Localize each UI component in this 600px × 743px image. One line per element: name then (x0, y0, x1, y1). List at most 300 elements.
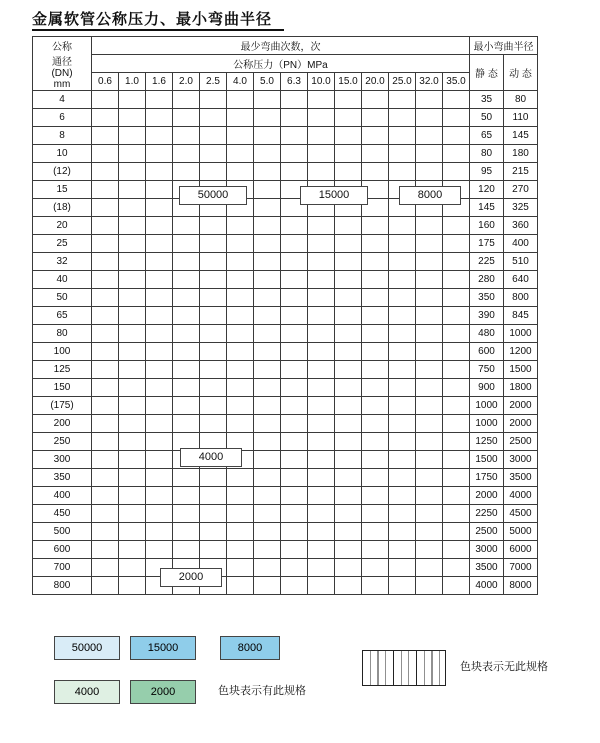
grid-cell (119, 343, 146, 361)
grid-cell (92, 145, 119, 163)
grid-cell (146, 505, 173, 523)
grid-cell (92, 343, 119, 361)
grid-cell (416, 325, 443, 343)
row-dynamic-radius: 510 (504, 253, 538, 271)
grid-cell (146, 199, 173, 217)
row-dn: (175) (33, 397, 92, 415)
row-dynamic-radius: 800 (504, 289, 538, 307)
grid-cell (119, 163, 146, 181)
grid-cell (416, 451, 443, 469)
grid-cell (146, 253, 173, 271)
header-row-2 (33, 55, 538, 73)
grid-cell (119, 469, 146, 487)
grid-cell (362, 91, 389, 109)
grid-cell (227, 145, 254, 163)
grid-cell (254, 397, 281, 415)
grid-cell (119, 541, 146, 559)
grid-cell (281, 307, 308, 325)
table-row (33, 199, 538, 217)
grid-cell (254, 109, 281, 127)
grid-cell (227, 505, 254, 523)
grid-cell (281, 91, 308, 109)
row-static-radius: 50 (470, 109, 504, 127)
grid-cell (92, 235, 119, 253)
table-body (33, 91, 538, 595)
grid-cell (92, 469, 119, 487)
grid-cell (416, 469, 443, 487)
grid-cell (254, 451, 281, 469)
grid-cell (173, 469, 200, 487)
grid-cell (254, 469, 281, 487)
grid-cell (200, 145, 227, 163)
grid-cell (335, 91, 362, 109)
grid-cell (389, 271, 416, 289)
grid-cell (146, 181, 173, 199)
grid-cell (119, 361, 146, 379)
grid-cell (308, 469, 335, 487)
grid-cell (173, 253, 200, 271)
grid-cell (416, 109, 443, 127)
header-pressure-col: 2.0 (173, 73, 200, 91)
grid-cell (362, 271, 389, 289)
table-row (33, 505, 538, 523)
grid-cell (443, 145, 470, 163)
grid-cell (443, 325, 470, 343)
grid-cell (92, 127, 119, 145)
grid-cell (92, 361, 119, 379)
grid-cell (173, 541, 200, 559)
grid-cell (119, 235, 146, 253)
grid-cell (146, 361, 173, 379)
header-pressure-col: 20.0 (362, 73, 389, 91)
grid-cell (443, 163, 470, 181)
grid-cell (254, 289, 281, 307)
grid-cell (389, 235, 416, 253)
grid-cell (227, 577, 254, 595)
page-title: 金属软管公称压力、最小弯曲半径 (32, 12, 273, 28)
grid-cell (200, 379, 227, 397)
grid-cell (416, 271, 443, 289)
grid-cell (362, 505, 389, 523)
grid-cell (119, 217, 146, 235)
grid-cell (443, 541, 470, 559)
grid-cell (389, 469, 416, 487)
grid-cell (92, 577, 119, 595)
grid-cell (146, 523, 173, 541)
table-header (33, 37, 538, 91)
grid-cell (254, 235, 281, 253)
row-dn: 400 (33, 487, 92, 505)
grid-cell (200, 127, 227, 145)
grid-cell (389, 397, 416, 415)
header-dynamic: 动 态 (504, 55, 538, 91)
grid-cell (362, 289, 389, 307)
grid-cell (254, 91, 281, 109)
grid-cell (146, 289, 173, 307)
grid-cell (173, 415, 200, 433)
row-dynamic-radius: 2000 (504, 415, 538, 433)
grid-cell (308, 577, 335, 595)
grid-cell (362, 235, 389, 253)
grid-cell (200, 253, 227, 271)
grid-cell (362, 163, 389, 181)
header-dn (33, 37, 92, 91)
table-row (33, 523, 538, 541)
table-row (33, 559, 538, 577)
table-row (33, 325, 538, 343)
grid-cell (119, 523, 146, 541)
grid-cell (173, 217, 200, 235)
grid-cell (200, 505, 227, 523)
header-pressure-col: 1.0 (119, 73, 146, 91)
grid-cell (335, 541, 362, 559)
grid-cell (119, 181, 146, 199)
grid-cell (200, 307, 227, 325)
grid-cell (416, 577, 443, 595)
row-dn: 350 (33, 469, 92, 487)
row-dn: 200 (33, 415, 92, 433)
grid-cell (281, 217, 308, 235)
grid-cell (308, 253, 335, 271)
row-static-radius: 4000 (470, 577, 504, 595)
grid-cell (281, 433, 308, 451)
row-dynamic-radius: 845 (504, 307, 538, 325)
grid-cell (389, 253, 416, 271)
grid-cell (362, 307, 389, 325)
row-static-radius: 3500 (470, 559, 504, 577)
grid-cell (416, 307, 443, 325)
grid-cell (335, 415, 362, 433)
grid-cell (92, 217, 119, 235)
table-row (33, 379, 538, 397)
grid-cell (227, 559, 254, 577)
grid-cell (281, 127, 308, 145)
grid-cell (443, 505, 470, 523)
grid-cell (92, 559, 119, 577)
grid-cell (119, 127, 146, 145)
table-row (33, 433, 538, 451)
row-dn: 65 (33, 307, 92, 325)
grid-cell (173, 289, 200, 307)
legend-item-2000: 2000 (130, 680, 196, 704)
row-dn: 100 (33, 343, 92, 361)
grid-cell (173, 379, 200, 397)
grid-cell (173, 235, 200, 253)
table-row (33, 415, 538, 433)
grid-cell (200, 235, 227, 253)
row-dn: 80 (33, 325, 92, 343)
row-static-radius: 95 (470, 163, 504, 181)
grid-cell (281, 523, 308, 541)
grid-cell (146, 163, 173, 181)
row-dynamic-radius: 1000 (504, 325, 538, 343)
table-row (33, 271, 538, 289)
grid-cell (227, 415, 254, 433)
grid-cell (200, 487, 227, 505)
row-dynamic-radius: 215 (504, 163, 538, 181)
row-static-radius: 2250 (470, 505, 504, 523)
row-dynamic-radius: 110 (504, 109, 538, 127)
grid-cell (443, 217, 470, 235)
grid-cell (308, 289, 335, 307)
grid-cell (227, 361, 254, 379)
grid-cell (416, 487, 443, 505)
grid-cell (227, 163, 254, 181)
grid-cell (281, 505, 308, 523)
row-dn: 500 (33, 523, 92, 541)
grid-cell (173, 523, 200, 541)
grid-cell (254, 361, 281, 379)
grid-cell (227, 541, 254, 559)
grid-cell (308, 487, 335, 505)
grid-cell (254, 307, 281, 325)
grid-cell (362, 343, 389, 361)
table-row (33, 181, 538, 199)
grid-cell (119, 379, 146, 397)
grid-cell (92, 451, 119, 469)
row-static-radius: 175 (470, 235, 504, 253)
header-pressure-col: 0.6 (92, 73, 119, 91)
grid-cell (281, 145, 308, 163)
grid-cell (389, 217, 416, 235)
row-dynamic-radius: 7000 (504, 559, 538, 577)
grid-cell (443, 109, 470, 127)
grid-cell (308, 415, 335, 433)
row-static-radius: 480 (470, 325, 504, 343)
grid-cell (200, 523, 227, 541)
grid-cell (254, 523, 281, 541)
grid-cell (281, 397, 308, 415)
grid-cell (254, 379, 281, 397)
grid-cell (281, 379, 308, 397)
grid-cell (146, 433, 173, 451)
grid-cell (146, 235, 173, 253)
grid-cell (227, 91, 254, 109)
row-dn: 6 (33, 109, 92, 127)
grid-cell (173, 145, 200, 163)
grid-cell (281, 109, 308, 127)
table-row (33, 469, 538, 487)
row-dynamic-radius: 3500 (504, 469, 538, 487)
grid-cell (362, 451, 389, 469)
grid-cell (173, 505, 200, 523)
grid-cell (200, 415, 227, 433)
grid-cell (227, 325, 254, 343)
grid-cell (416, 559, 443, 577)
grid-cell (443, 487, 470, 505)
grid-cell (254, 433, 281, 451)
table-row (33, 91, 538, 109)
row-static-radius: 65 (470, 127, 504, 145)
grid-cell (254, 253, 281, 271)
grid-cell (308, 235, 335, 253)
row-static-radius: 3000 (470, 541, 504, 559)
row-static-radius: 35 (470, 91, 504, 109)
grid-cell (416, 397, 443, 415)
header-row-3-pressure-values (33, 73, 538, 91)
grid-cell (254, 145, 281, 163)
grid-cell (119, 271, 146, 289)
grid-cell (281, 235, 308, 253)
grid-cell (173, 325, 200, 343)
callout-value: 50000 (179, 186, 247, 205)
grid-cell (227, 217, 254, 235)
grid-cell (173, 307, 200, 325)
header-pressure-col: 4.0 (227, 73, 254, 91)
grid-cell (281, 541, 308, 559)
grid-cell (200, 91, 227, 109)
grid-cell (308, 307, 335, 325)
row-dn: 10 (33, 145, 92, 163)
grid-cell (416, 235, 443, 253)
callout-value: 15000 (300, 186, 368, 205)
row-dn: 600 (33, 541, 92, 559)
row-static-radius: 280 (470, 271, 504, 289)
grid-cell (200, 343, 227, 361)
grid-cell (146, 451, 173, 469)
grid-cell (200, 397, 227, 415)
grid-cell (416, 415, 443, 433)
grid-cell (200, 217, 227, 235)
row-static-radius: 225 (470, 253, 504, 271)
grid-cell (200, 109, 227, 127)
table-row (33, 307, 538, 325)
grid-cell (173, 109, 200, 127)
grid-cell (146, 343, 173, 361)
grid-cell (173, 271, 200, 289)
grid-cell (335, 433, 362, 451)
grid-cell (389, 109, 416, 127)
row-dynamic-radius: 4000 (504, 487, 538, 505)
grid-cell (119, 199, 146, 217)
grid-cell (362, 559, 389, 577)
grid-cell (200, 469, 227, 487)
grid-cell (92, 163, 119, 181)
grid-cell (362, 127, 389, 145)
grid-cell (200, 271, 227, 289)
grid-cell (146, 145, 173, 163)
grid-cell (443, 433, 470, 451)
legend-color-note: 色块表示有此规格 (218, 685, 306, 697)
grid-cell (227, 235, 254, 253)
grid-cell (308, 559, 335, 577)
grid-cell (92, 487, 119, 505)
grid-cell (443, 415, 470, 433)
grid-cell (362, 145, 389, 163)
grid-cell (173, 397, 200, 415)
header-pressure-col: 2.5 (200, 73, 227, 91)
grid-cell (362, 541, 389, 559)
grid-cell (416, 343, 443, 361)
grid-cell (335, 397, 362, 415)
grid-cell (389, 433, 416, 451)
grid-cell (308, 505, 335, 523)
grid-cell (308, 163, 335, 181)
row-dynamic-radius: 145 (504, 127, 538, 145)
row-dynamic-radius: 325 (504, 199, 538, 217)
grid-cell (227, 523, 254, 541)
table-row (33, 361, 538, 379)
grid-cell (119, 451, 146, 469)
grid-cell (173, 343, 200, 361)
grid-cell (281, 289, 308, 307)
grid-cell (389, 163, 416, 181)
grid-cell (254, 181, 281, 199)
grid-cell (254, 217, 281, 235)
row-dynamic-radius: 4500 (504, 505, 538, 523)
grid-cell (119, 307, 146, 325)
row-dn: (18) (33, 199, 92, 217)
grid-cell (92, 505, 119, 523)
grid-cell (416, 433, 443, 451)
grid-cell (92, 199, 119, 217)
header-min-radius: 最小弯曲半径 (470, 37, 538, 55)
legend-stripe-swatch (362, 650, 446, 686)
grid-cell (416, 505, 443, 523)
table-row (33, 343, 538, 361)
grid-cell (119, 145, 146, 163)
grid-cell (92, 109, 119, 127)
grid-cell (362, 523, 389, 541)
grid-cell (227, 487, 254, 505)
grid-cell (173, 163, 200, 181)
row-dn: 700 (33, 559, 92, 577)
table-row (33, 235, 538, 253)
header-pressure-col: 35.0 (443, 73, 470, 91)
grid-cell (173, 487, 200, 505)
grid-cell (362, 487, 389, 505)
grid-cell (335, 487, 362, 505)
table-row (33, 163, 538, 181)
grid-cell (227, 271, 254, 289)
grid-cell (146, 127, 173, 145)
row-dynamic-radius: 1800 (504, 379, 538, 397)
grid-cell (281, 343, 308, 361)
grid-cell (92, 415, 119, 433)
row-dn: (12) (33, 163, 92, 181)
row-dynamic-radius: 3000 (504, 451, 538, 469)
row-dn: 25 (33, 235, 92, 253)
grid-cell (389, 559, 416, 577)
grid-cell (119, 487, 146, 505)
grid-cell (335, 217, 362, 235)
grid-cell (389, 325, 416, 343)
grid-cell (335, 163, 362, 181)
row-static-radius: 1750 (470, 469, 504, 487)
header-dn-line-1: 公称 (52, 41, 72, 53)
grid-cell (254, 271, 281, 289)
grid-cell (119, 253, 146, 271)
grid-cell (362, 397, 389, 415)
grid-cell (281, 577, 308, 595)
row-static-radius: 390 (470, 307, 504, 325)
grid-cell (146, 217, 173, 235)
grid-cell (254, 199, 281, 217)
grid-cell (281, 415, 308, 433)
legend-item-8000: 8000 (220, 636, 280, 660)
row-static-radius: 120 (470, 181, 504, 199)
grid-cell (362, 217, 389, 235)
grid-cell (443, 577, 470, 595)
row-dn: 125 (33, 361, 92, 379)
grid-cell (362, 469, 389, 487)
grid-cell (281, 325, 308, 343)
grid-cell (389, 541, 416, 559)
grid-cell (335, 523, 362, 541)
grid-cell (308, 325, 335, 343)
grid-cell (443, 397, 470, 415)
grid-cell (146, 91, 173, 109)
